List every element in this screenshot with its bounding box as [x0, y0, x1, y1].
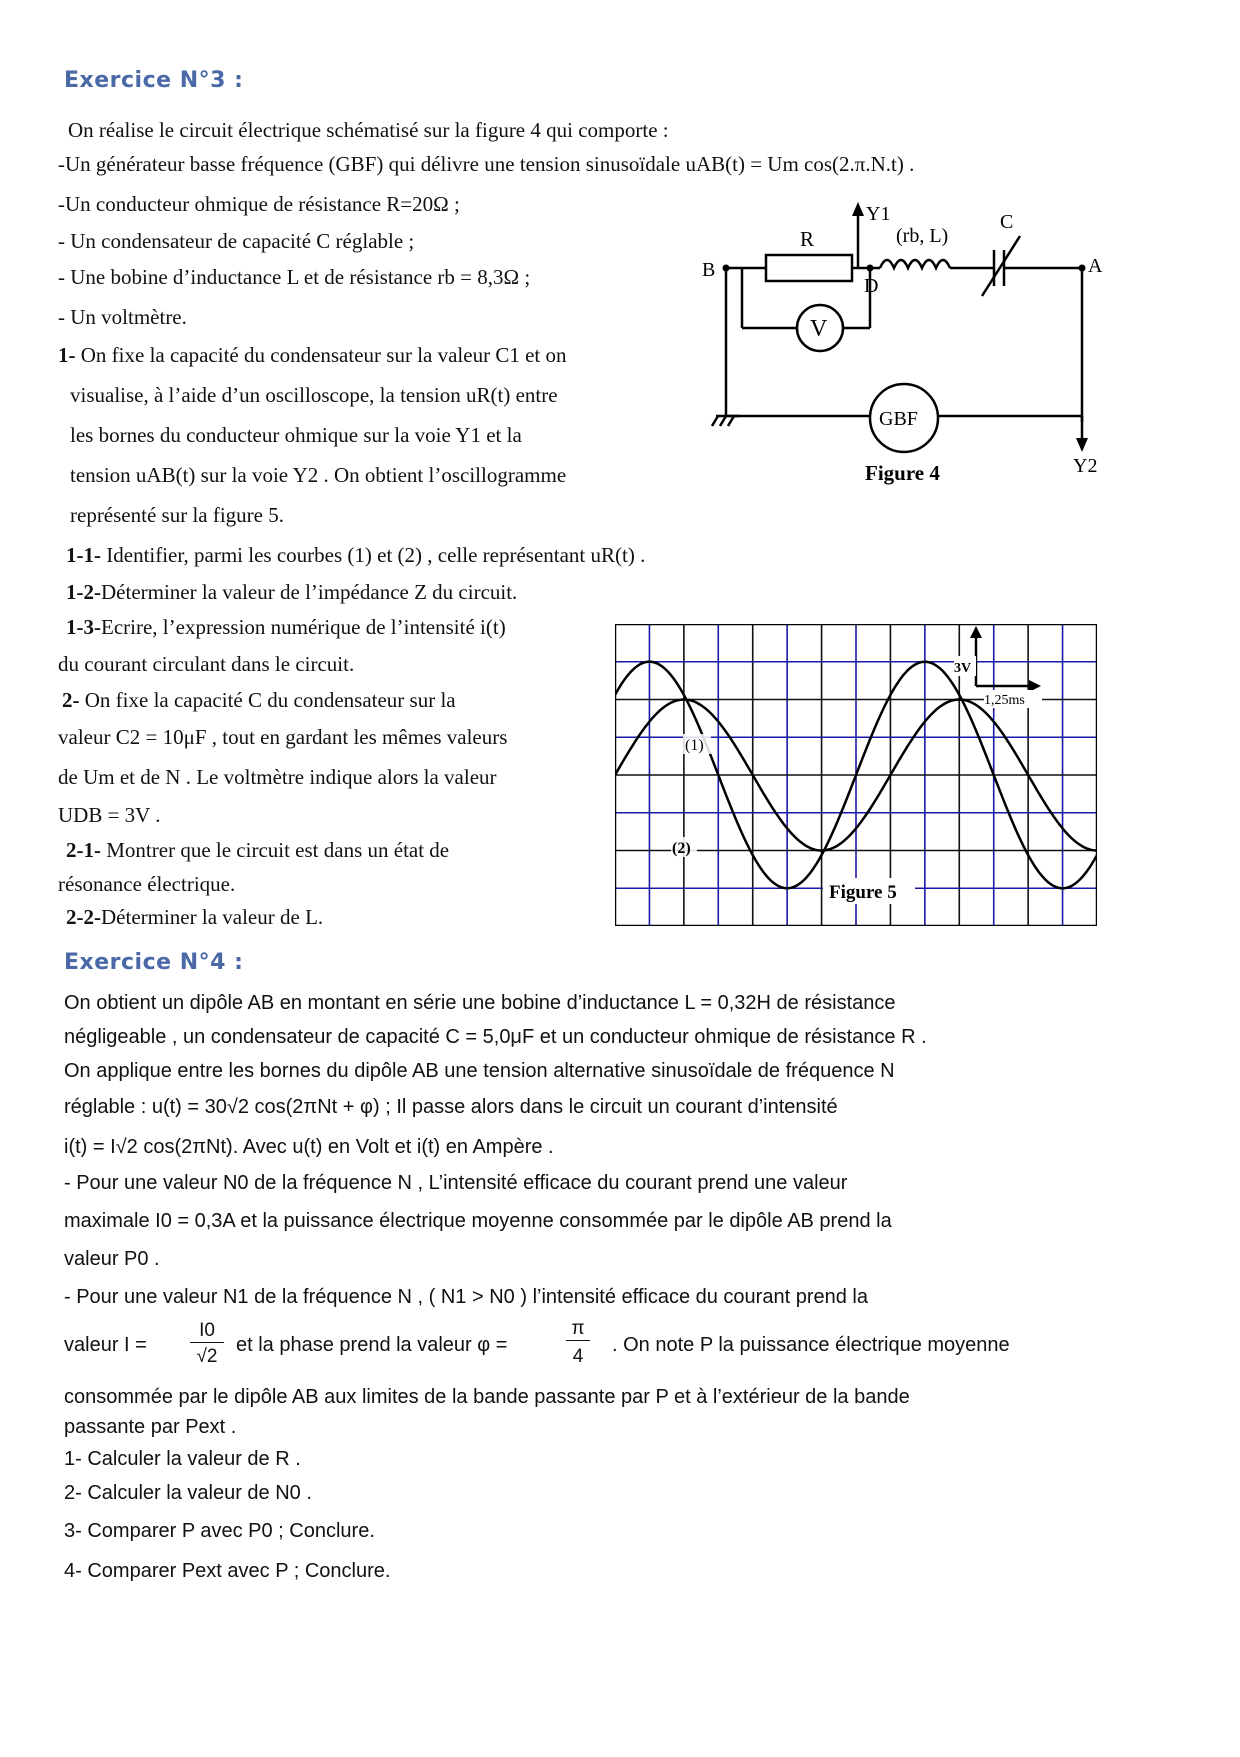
ex4-question-1: 1- Calculer la valeur de R . — [64, 1448, 301, 1470]
ex3-q1-line2: visualise, à l’aide d’un oscilloscope, la tension uR(t) entre — [70, 383, 558, 407]
figure-5-oscillogram — [615, 624, 1097, 926]
q2-number: 2- — [62, 688, 80, 712]
node-a-dot — [1079, 265, 1086, 272]
ground-hatch-3 — [728, 416, 734, 426]
q21-text: Montrer que le circuit est dans un état de — [101, 838, 450, 862]
ex3-q13-line2: du courant circulant dans le circuit. — [58, 652, 355, 676]
ex4-question-4: 4- Comparer Pext avec P ; Conclure. — [64, 1560, 391, 1582]
scale-v-label: 3V — [954, 661, 972, 676]
ex3-q1-line1 — [58, 343, 566, 368]
figure-4-caption: Figure 4 — [865, 461, 940, 485]
ex3-q12 — [66, 580, 517, 605]
resistor-symbol — [766, 255, 852, 281]
q12-text: Déterminer la valeur de l’impédance Z du circuit. — [101, 580, 518, 604]
ex3-q1-line5: représenté sur la figure 5. — [70, 503, 284, 527]
node-b-dot — [723, 265, 730, 272]
q1-number: 1- — [58, 343, 76, 367]
figure-4-circuit — [690, 200, 1110, 490]
ex3-gbf-text: -Un générateur basse fréquence (GBF) qui délivre une tension sinusoïdale — [58, 152, 681, 176]
ex4-line-12: passante par Pext . — [64, 1416, 237, 1438]
label-r: R — [800, 227, 815, 251]
probe-y1-arrow — [852, 202, 864, 216]
ex4-question-2: 2- Calculer la valeur de N0 . — [64, 1482, 312, 1504]
q13-text: Ecrire, l’expression numérique de l’intensité i(t) — [101, 615, 506, 639]
ex3-gbf — [58, 152, 914, 177]
ex4-line-9: - Pour une valeur N1 de la fréquence N , ( N1 > N0 ) l’intensité efficace du courant prend la — [64, 1286, 868, 1308]
scale-t-label: 1,25ms — [984, 693, 1025, 708]
figure-5-caption: Figure 5 — [829, 882, 897, 903]
ex3-q21-line2: résonance électrique. — [58, 872, 236, 896]
exercise-4-title: Exercice N°4 : — [64, 950, 244, 975]
q22-text: Déterminer la valeur de L. — [101, 905, 324, 929]
ex3-q11 — [66, 543, 645, 568]
ex4-question-3: 3- Comparer P avec P0 ; Conclure. — [64, 1520, 375, 1542]
ex3-q2-line2: valeur C2 = 10μF , tout en gardant les mêmes valeurs — [58, 725, 508, 749]
ex4-line-6: - Pour une valeur N0 de la fréquence N , L’intensité efficace du courant prend une valeur — [64, 1172, 848, 1194]
ex4-line-8: valeur P0 . — [64, 1248, 160, 1270]
node-d-dot — [867, 265, 874, 272]
ex3-q2 — [62, 688, 456, 713]
ex3-gbf-formula: uAB(t) = Um cos(2.π.N.t) . — [685, 152, 915, 176]
ex4-line-11: consommée par le dipôle AB aux limites de la bande passante par P et à l’extérieur de la bande — [64, 1386, 910, 1408]
curve-2-label: (2) — [672, 840, 691, 857]
ex4-line-10-c: . On note P la puissance électrique moyenne — [612, 1334, 1010, 1356]
fraction-phi-denominator: 4 — [572, 1346, 584, 1367]
q2-text: On fixe la capacité C du condensateur sur la — [79, 688, 456, 712]
curve-1-label: (1) — [685, 737, 704, 754]
probe-y2-arrow — [1076, 438, 1088, 452]
ex3-coil: - Une bobine d’inductance L et de résistance rb = 8,3Ω ; — [58, 265, 531, 289]
fraction-phi-numerator: π — [566, 1318, 590, 1341]
ex4-line-7: maximale I0 = 0,3A et la puissance électrique moyenne consommée par le dipôle AB prend la — [64, 1210, 892, 1232]
ex4-line-3: On applique entre les bornes du dipôle AB une tension alternative sinusoïdale de fréquence N — [64, 1060, 895, 1082]
label-voltmeter: V — [810, 316, 828, 342]
ex4-line-5: i(t) = I√2 cos(2πNt). Avec u(t) en Volt et i(t) en Ampère . — [64, 1136, 554, 1158]
label-b: B — [702, 259, 716, 281]
ex4-line-2: négligeable , un condensateur de capacité C = 5,0μF et un conducteur ohmique de résistance R . — [64, 1026, 927, 1048]
q13-number: 1-3- — [66, 615, 101, 639]
fraction-i0-denominator: √2 — [196, 1346, 218, 1367]
ex3-q2-line4: UDB = 3V . — [58, 803, 161, 827]
ex3-q1-line4: tension uAB(t) sur la voie Y2 . On obtient l’oscillogramme — [70, 463, 567, 487]
scale-v-arrow-head — [970, 626, 982, 638]
label-c: C — [1000, 211, 1014, 233]
capacitor-variable-arrow — [982, 236, 1020, 296]
q12-number: 1-2- — [66, 580, 101, 604]
ex3-q1-line3: les bornes du conducteur ohmique sur la voie Y1 et la — [70, 423, 522, 447]
ex4-line-4: réglable : u(t) = 30√2 cos(2πNt + φ) ; Il passe alors dans le circuit un courant d’intensité — [64, 1096, 838, 1118]
label-d: D — [864, 275, 879, 297]
coil-symbol — [880, 260, 950, 268]
ex3-q2-line3: de Um et de N . Le voltmètre indique alors la valeur — [58, 765, 497, 789]
ex3-q13 — [66, 615, 506, 640]
ex4-line-10-a: valeur I = — [64, 1334, 147, 1356]
ex3-q22 — [66, 905, 323, 930]
ex3-voltmeter: - Un voltmètre. — [58, 305, 187, 329]
ex3-intro: On réalise le circuit électrique schématisé sur la figure 4 qui comporte : — [68, 118, 669, 142]
label-gbf: GBF — [879, 408, 918, 430]
ground-hatch-1 — [712, 416, 718, 426]
ex3-resistor: -Un conducteur ohmique de résistance R=20Ω ; — [58, 192, 460, 216]
ex4-line-10-b: et la phase prend la valeur φ = — [236, 1334, 508, 1356]
label-coil: (rb, L) — [896, 225, 949, 247]
q21-number: 2-1- — [66, 838, 101, 862]
q11-number: 1-1- — [66, 543, 101, 567]
ex3-capacitor: - Un condensateur de capacité C réglable ; — [58, 229, 415, 253]
label-a: A — [1088, 255, 1103, 277]
exercise-3-title: Exercice N°3 : — [64, 68, 244, 93]
label-y1: Y1 — [866, 203, 891, 225]
ground-hatch-2 — [720, 416, 726, 426]
label-y2: Y2 — [1073, 455, 1098, 477]
q22-number: 2-2- — [66, 905, 101, 929]
ex3-q21 — [66, 838, 449, 863]
ex4-line-1: On obtient un dipôle AB en montant en série une bobine d’inductance L = 0,32H de résistance — [64, 992, 896, 1014]
q11-text: Identifier, parmi les courbes (1) et (2) , celle représentant uR(t) . — [101, 543, 646, 567]
q1-text-a: On fixe la capacité du condensateur sur la valeur C1 et on — [75, 343, 567, 367]
fraction-i0-numerator: I0 — [190, 1320, 224, 1343]
